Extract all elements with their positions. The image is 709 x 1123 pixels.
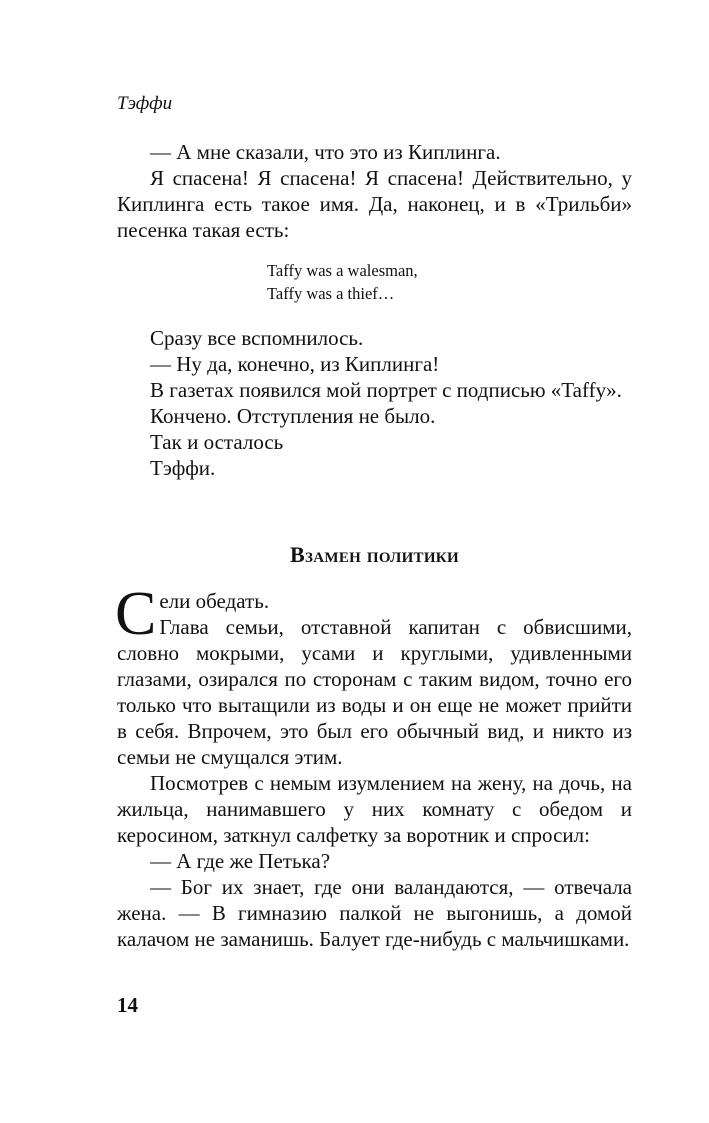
running-head: Тэффи <box>117 93 173 114</box>
paragraph: Глава семьи, отставной капитан с обвисшими, словно мокрыми, усами и круглыми, удивленными глазами, озирался по сторонам с таким видом, точно его только что вытащили из воды и он еще не может прийти в себя. Впрочем, это был его обычный вид, и никто из семьи не смущался этим. <box>117 615 632 769</box>
paragraph-first-line: ели обедать. <box>159 589 270 613</box>
paragraph: Кончено. Отступления не было. <box>150 404 436 428</box>
section-heading: Взамен политики <box>290 542 459 567</box>
paragraph: Я спасена! Я спасена! Я спасена! Действительно, у Киплинга есть такое имя. Да, наконец, и в «Трильби» песенка такая есть: <box>117 166 632 242</box>
paragraph: Посмотрев с немым изумлением на жену, на дочь, на жильца, нанимавшего у них комнату с обедом и керосином, заткнул салфетку за воротник и спросил: <box>117 771 632 847</box>
after-verse-text <box>117 325 632 481</box>
paragraph: Так и осталось <box>150 430 284 454</box>
verse-line: Taffy was a thief… <box>267 284 395 303</box>
paragraph: Тэффи. <box>150 456 216 480</box>
paragraph: Сразу все вспомнилось. <box>150 326 364 350</box>
paragraph: — Бог их знает, где они валандаются, — отвечала жена. — В гимназию палкой не выгонишь, а домой калачом не заманишь. Балует где-нибудь с мальчишками. <box>117 875 632 951</box>
paragraph: — А мне сказали, что это из Киплинга. <box>150 140 501 164</box>
verse-line: Taffy was a walesman, <box>267 261 418 280</box>
section-text <box>115 580 632 952</box>
paragraph: — Ну да, конечно, из Киплинга! <box>150 352 440 376</box>
paragraph: В газетах появился мой портрет с подписью «Taffy». <box>150 378 622 402</box>
paragraph: — А где же Петька? <box>150 849 331 873</box>
verse-quote <box>267 259 418 305</box>
drop-cap: С <box>115 580 157 648</box>
page-number: 14 <box>117 993 138 1017</box>
intro-text <box>117 139 632 243</box>
